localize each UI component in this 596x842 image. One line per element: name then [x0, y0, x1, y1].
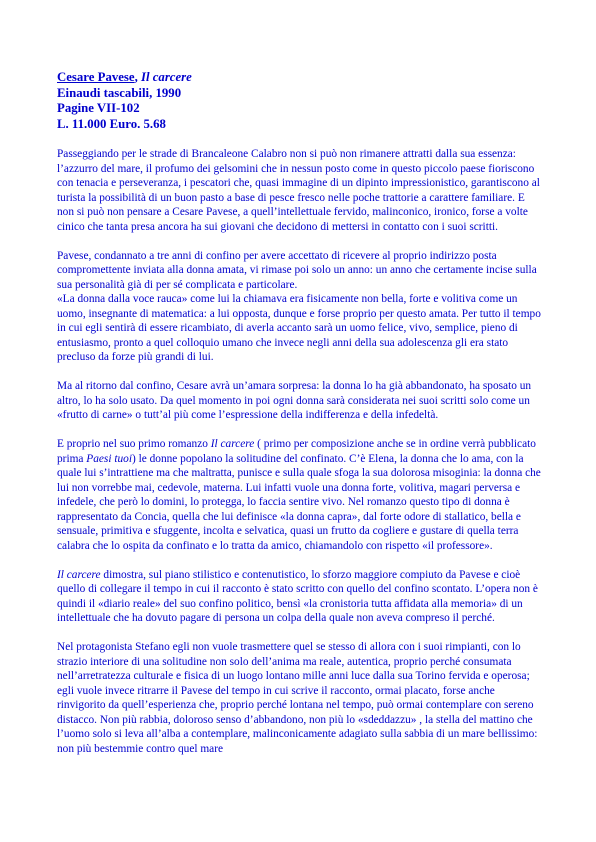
author-link[interactable]: Cesare Pavese: [57, 70, 135, 84]
p5-title-paesi-tuoi: Paesi tuoi: [86, 452, 132, 465]
book-header: [57, 70, 541, 132]
paragraph-3: «La donna dalla voce rauca» come lui la chiamava era fisicamente non bella, forte e volitiva come un uomo, insegnante di matematica: a lui opposta, dunque e forse proprio per questo amata. Per tutto il tempo in cui egli sentirà di essere ricambiato, di averla accanto sarà un uomo felice, vivo, semplice, pieno di entusiasmo, pronto a quel colloquio umano che invece negli anni della sua adolescenza gli era stato precluso da forze più grandi di lui.: [57, 293, 541, 363]
price-line: L. 11.000 Euro. 5.68: [57, 116, 166, 131]
paragraph-7: Nel protagonista Stefano egli non vuole trasmettere quel se stesso di allora con i suoi rimpianti, con lo strazio interiore di una solitudine non solo dell’anima ma reale, autentica, proprio perché consumata nell’arretratezza culturale e fisica di un luogo lontano mille anni luce dalla sua Torino fervida e operosa; egli vuole invece ritrarre il Pavese del tempo in cui scrive il racconto, ormai placato, forse anche rinvigorito da quell’esperienza che, proprio perché lontana nel tempo, può ormai contemplare con sereno distacco. Non più rabbia, doloroso senso d’abbandono, non più lo «sdeddazzu» , la stella del mattino che l’uomo solo si leva all’alba a contemplare, malinconicamente adagiato sulla sabbia di un mare bellissimo: non più bestemmie contro quel mare: [57, 641, 538, 755]
author-title-separator: ,: [134, 70, 141, 84]
paragraph-6: [57, 568, 541, 626]
author-title-line: [57, 70, 541, 86]
paragraph-4: Ma al ritorno dal confino, Cesare avrà un’amara sorpresa: la donna lo ha già abbandonato, ha sposato un altro, lo ha solo usato. Da quel momento in poi ogni donna sarà considerata nei suoi scritti solo come un «frutto di carne» o tutt’al più come l’espressione della indifferenza e della infedeltà.: [57, 380, 532, 421]
p5-text-c: ( primo per composizione anche se in ordine verrà pubblicato prima: [57, 438, 536, 465]
paragraph-5: [57, 437, 541, 553]
paragraph-2: Pavese, condannato a tre anni di confino per avere accettato di ricevere al proprio indirizzo posta compromettente inviata alla donna amata, vi rimase poi solo un anno: un anno che certamente incise sulla sua personalità già di per sé complicata e particolare.: [57, 249, 537, 291]
p5-text-e: ) le donne popolano la solitudine del confinato. C’è Elena, la donna che lo ama, con la quale lui s’intrattiene ma che maltratta, punisce e sulla quale sfoga la sua dolorosa misoginia: la donna che lui non vorrebbe mai, cedevole, materna. Lui infatti vuole una donna forte, volitiva, magari perversa e infedele, che però lo domini, lo protegga, lo faccia sentire vivo. Nel romanzo questo tipo di donna è rappresentato da Concia, quella che lui definisce «la donna capra», dal forte odore di stallatico, bella e sensuale, primitiva e sfuggente, incolta e selvatica, quasi un frutto da cogliere e gustare di quella terra calabra che lo ospita da confinato e lo tratta da amico, chiamandolo con rispetto «il professore».: [57, 452, 541, 552]
p6-text: dimostra, sul piano stilistico e contenutistico, lo sforzo maggiore compiuto da Pavese e cioè quello di collegare il tempo in cui il racconto è stato scritto con quello del confino scontato. L’opera non è quindi il «diario reale» del suo confino politico, bensì «la cronistoria tutta affidata alla memoria» di un intellettuale che ha dovuto pagare di persona un colpa della quale non aveva compreso il perché.: [57, 568, 538, 624]
publisher-line: Einaudi tascabili, 1990: [57, 85, 182, 100]
document-page: [57, 70, 541, 771]
p5-title-carcere: Il carcere: [210, 438, 255, 450]
pages-line: Pagine VII-102: [57, 101, 140, 115]
paragraph-1: Passeggiando per le strade di Brancaleone Calabro non si può non rimanere attratti dalla sua essenza: l’azzurro del mare, il profumo dei gelsomini che in nessun posto come in questo piccolo paese fioriscono con tenacia e perseveranza, i pescatori che, quasi immagine di un dipinto impressionistico, garantiscono al turista la possibilità di un buon pasto a base di pesce fresco nelle poche trattorie a carattere familiare. E non si può non pensare a Cesare Pavese, a quell’intellettuale fervido, malinconico, ironico, forse a volte cinico che tanta presa ancora ha sui giovani che decidono di mettersi in contatto con i suoi scritti.: [57, 148, 540, 233]
p6-title-carcere: Il carcere: [57, 568, 101, 581]
book-title: Il carcere: [141, 70, 192, 84]
p5-text-a: E proprio nel suo primo romanzo: [57, 438, 211, 450]
